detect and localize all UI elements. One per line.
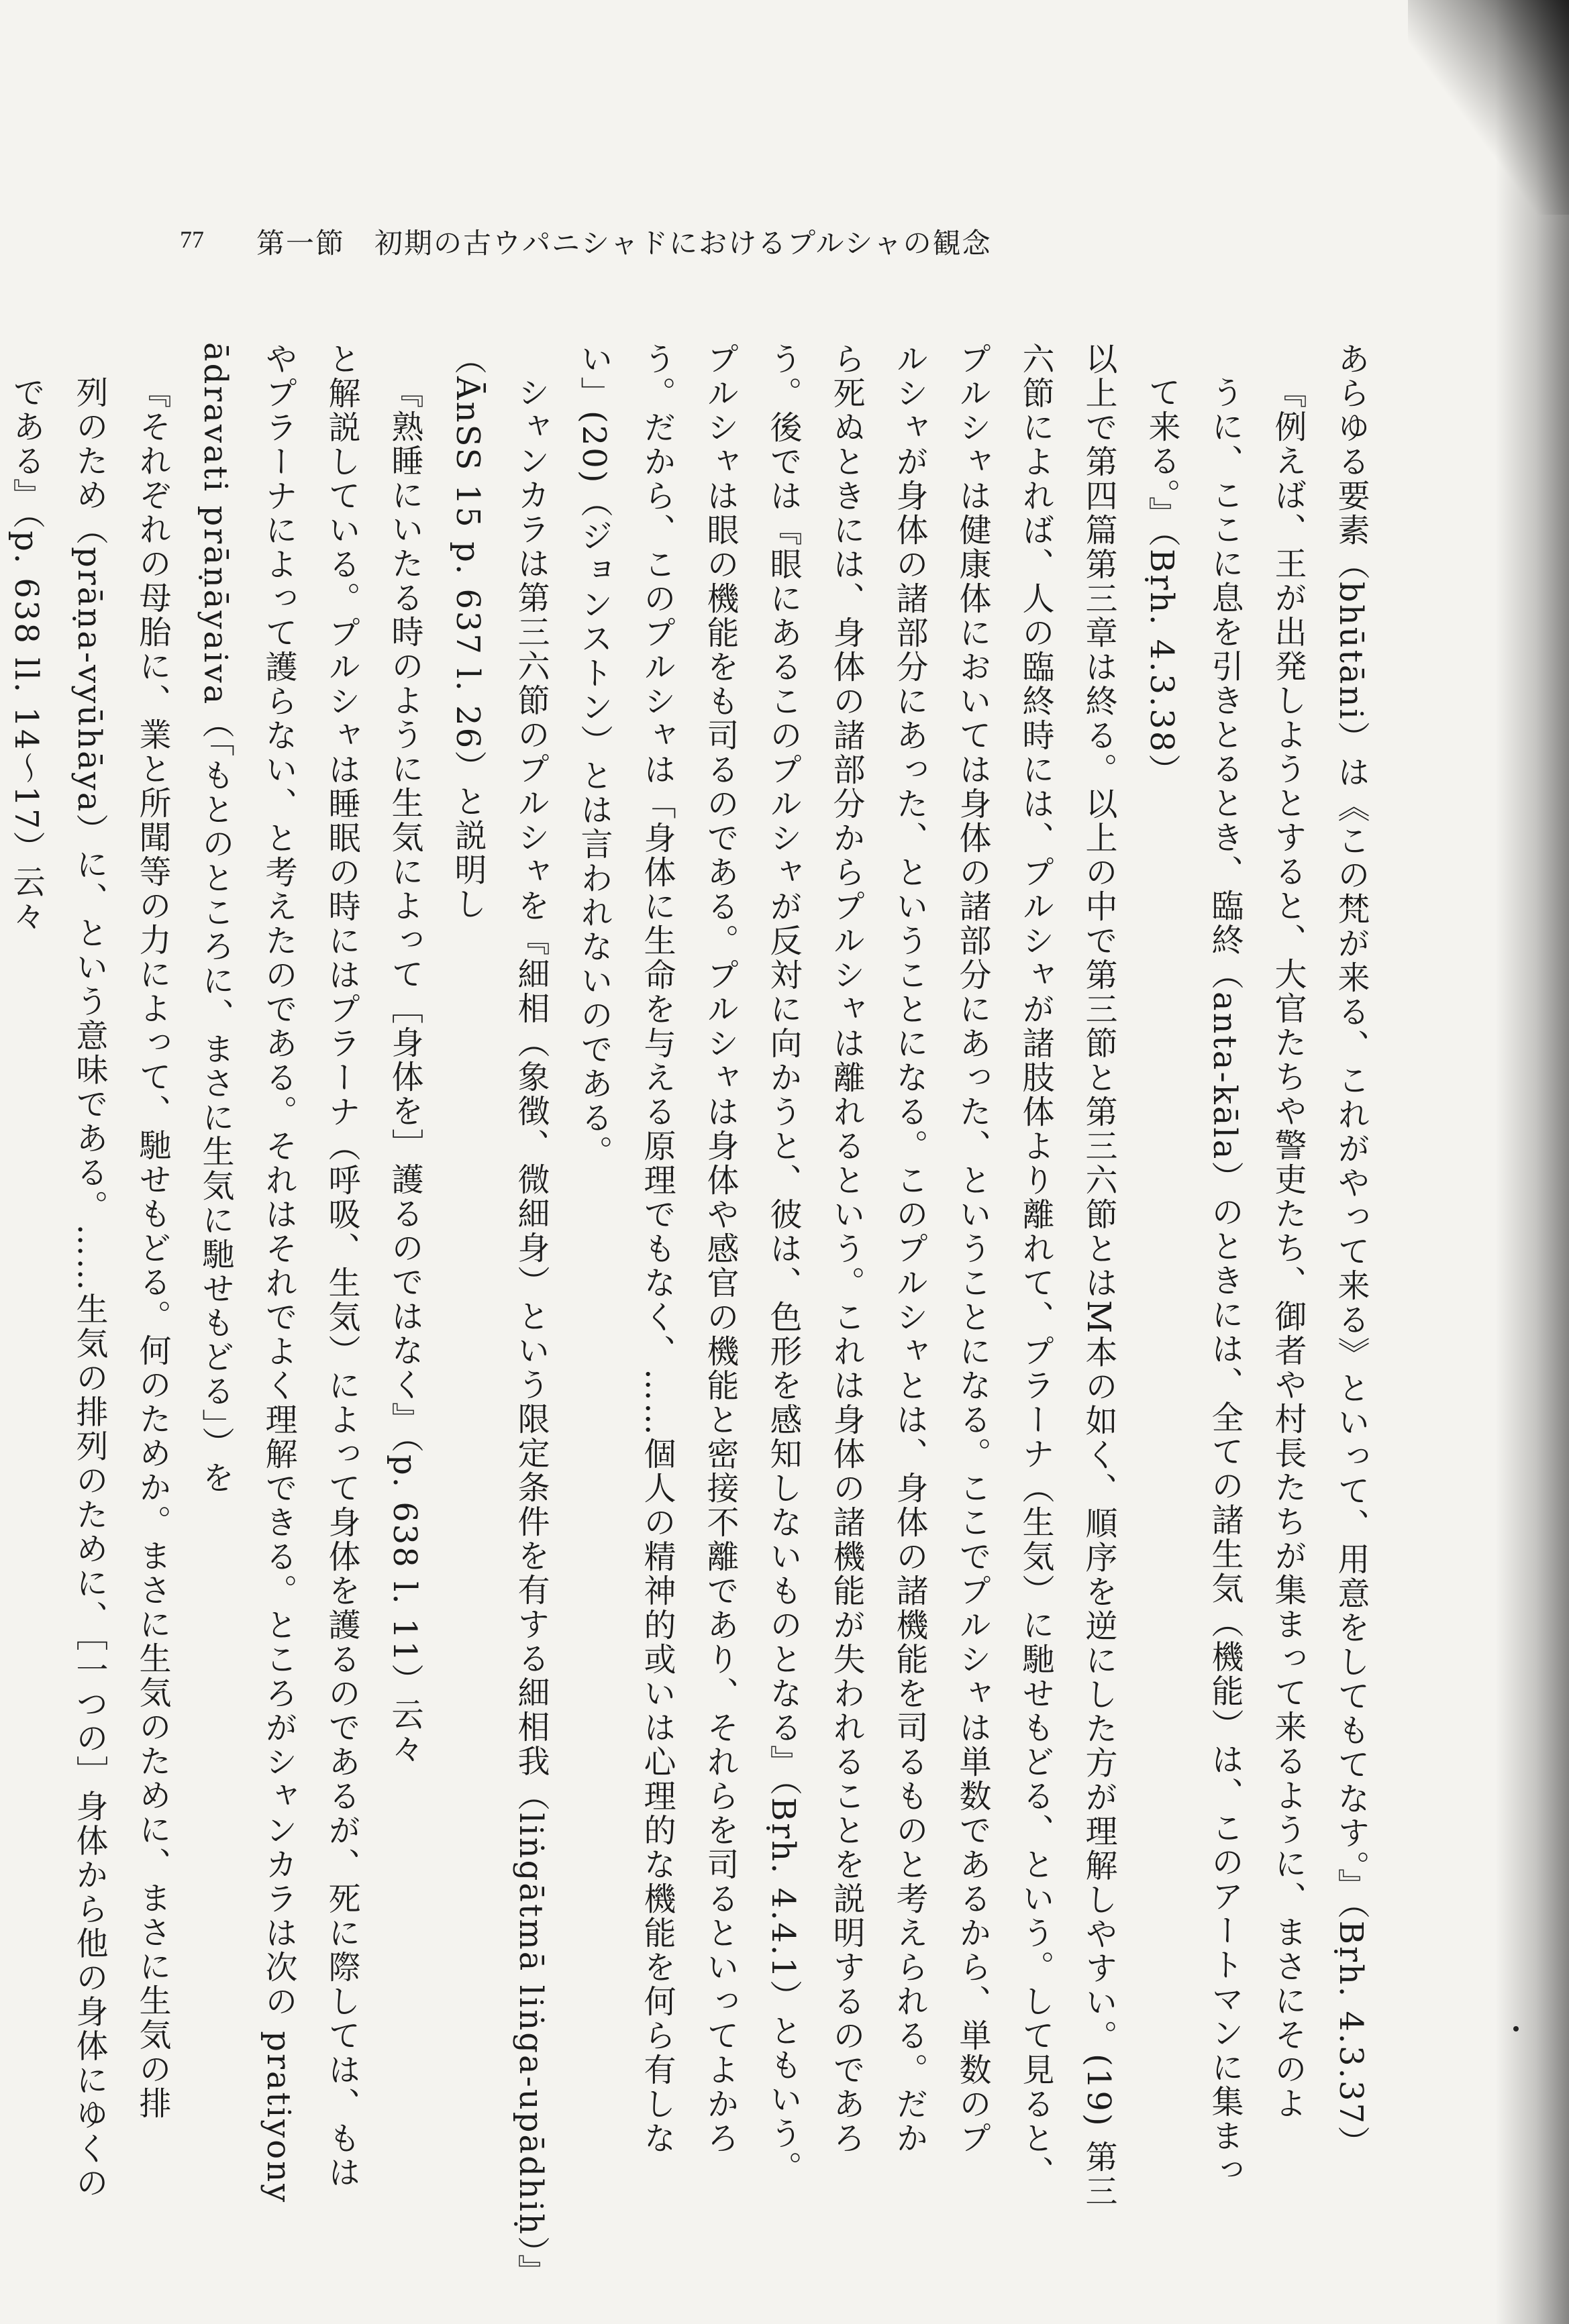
body-text bbox=[7, 342, 1382, 2288]
scan-corner-shadow bbox=[1408, 0, 1569, 215]
text-line: と解説している。プルシャは睡眠の時にはプラーナ（呼吸、生気）によって身体を護るのであるが、死に際しては、もは bbox=[323, 342, 360, 2190]
text-line: うに、ここに息を引きとるとき、臨終（anta-kāla）のときには、全ての諸生気（機能）は、このアートマンに集まっ bbox=[1206, 376, 1244, 2188]
scan-shadow bbox=[1495, 0, 1569, 2324]
text-line: ら死ぬときには、身体の諸部分からプルシャは離れるという。これは身体の諸機能が失われることを説明するのであろ bbox=[827, 342, 865, 2156]
text-line: （ĀnSS 15 p. 637 l. 26）と説明し bbox=[449, 342, 487, 922]
text-line: て来る。』（Bṛh. 4.3.38） bbox=[1143, 376, 1180, 788]
text-line: う。後では『眼にあるこのプルシャが反対に向かうと、彼は、色形を感知しないものとなる』（Bṛh. 4.4.1）ともいう。 bbox=[764, 342, 802, 2185]
text-line: プルシャは健康体においては身体の諸部分にあった、ということになる。ここでプルシャは単数であるから、単数のプ bbox=[954, 342, 991, 2156]
text-line: う。だから、このプルシャは「身体に生命を与える原理でもなく、……個人の精神的或いは心理的な機能を何ら有しな bbox=[638, 342, 676, 2156]
text-line: シャンカラは第三六節のプルシャを『細相（象徴、微細身）という限定条件を有する細相我（liṅgātmā liṅga-upādhiḥ）』 bbox=[512, 376, 550, 2288]
text-line: 列のため（prāṇa-vyūhāya）に、という意味である。……生気の排列のために、［一つの］身体から他の身体にゆくの bbox=[70, 376, 108, 2201]
text-line: 以上で第四篇第三章は終る。以上の中で第三節と第三六節とはM本の如く、順序を逆にした方が理解しやすい。(19) 第三 bbox=[1080, 342, 1117, 2209]
text-line: い」(20)（ジョンストン）とは言われないのである。 bbox=[575, 342, 613, 1169]
stray-mark bbox=[1513, 2026, 1519, 2031]
text-line: ādravati prāṇāyaiva（「もとのところに、まさに生気に馳せもどる」）を bbox=[197, 342, 234, 1495]
text-line: 『熟睡にいたる時のように生気によって［身体を］護るのではなく』（p. 638 l. 11）云々 bbox=[386, 376, 423, 1766]
text-line: である』（p. 638 ll. 14〜17）云々 bbox=[7, 376, 45, 934]
text-line: ルシャが身体の諸部分にあった、ということになる。このプルシャとは、身体の諸機能を司るものと考えられる。だか bbox=[891, 342, 928, 2156]
page-number: 77 bbox=[180, 226, 204, 253]
running-head: 第一節 初期の古ウパニシャドにおけるプルシャの観念 bbox=[256, 227, 992, 260]
text-line: プルシャは眼の機能をも司るのである。プルシャは身体や感官の機能と密接不離であり、それらを司るといってよかろ bbox=[701, 342, 739, 2156]
text-line: あらゆる要素（bhūtāni）は《この梵が来る、これがやって来る》といって、用意をしてもてなす。』（Bṛh. 4.3.37） bbox=[1332, 342, 1370, 2160]
text-line: やプラーナによって護らない、と考えたのである。それはそれでよく理解できる。ところがシャンカラは次の pratiyony bbox=[260, 342, 297, 2205]
text-line: 『例えば、王が出発しようとすると、大官たちや警吏たち、御者や村長たちが集まって来るように、まさにそのよ bbox=[1269, 376, 1307, 2121]
text-line: 『それぞれの母胎に、業と所聞等の力によって、馳せもどる。何のためか。まさに生気のために、まさに生気の排 bbox=[134, 376, 171, 2121]
text-line: 六節によれば、人の臨終時には、プルシャが諸肢体より離れて、プラーナ（生気）に馳せもどる、という。して見ると、 bbox=[1017, 342, 1054, 2190]
